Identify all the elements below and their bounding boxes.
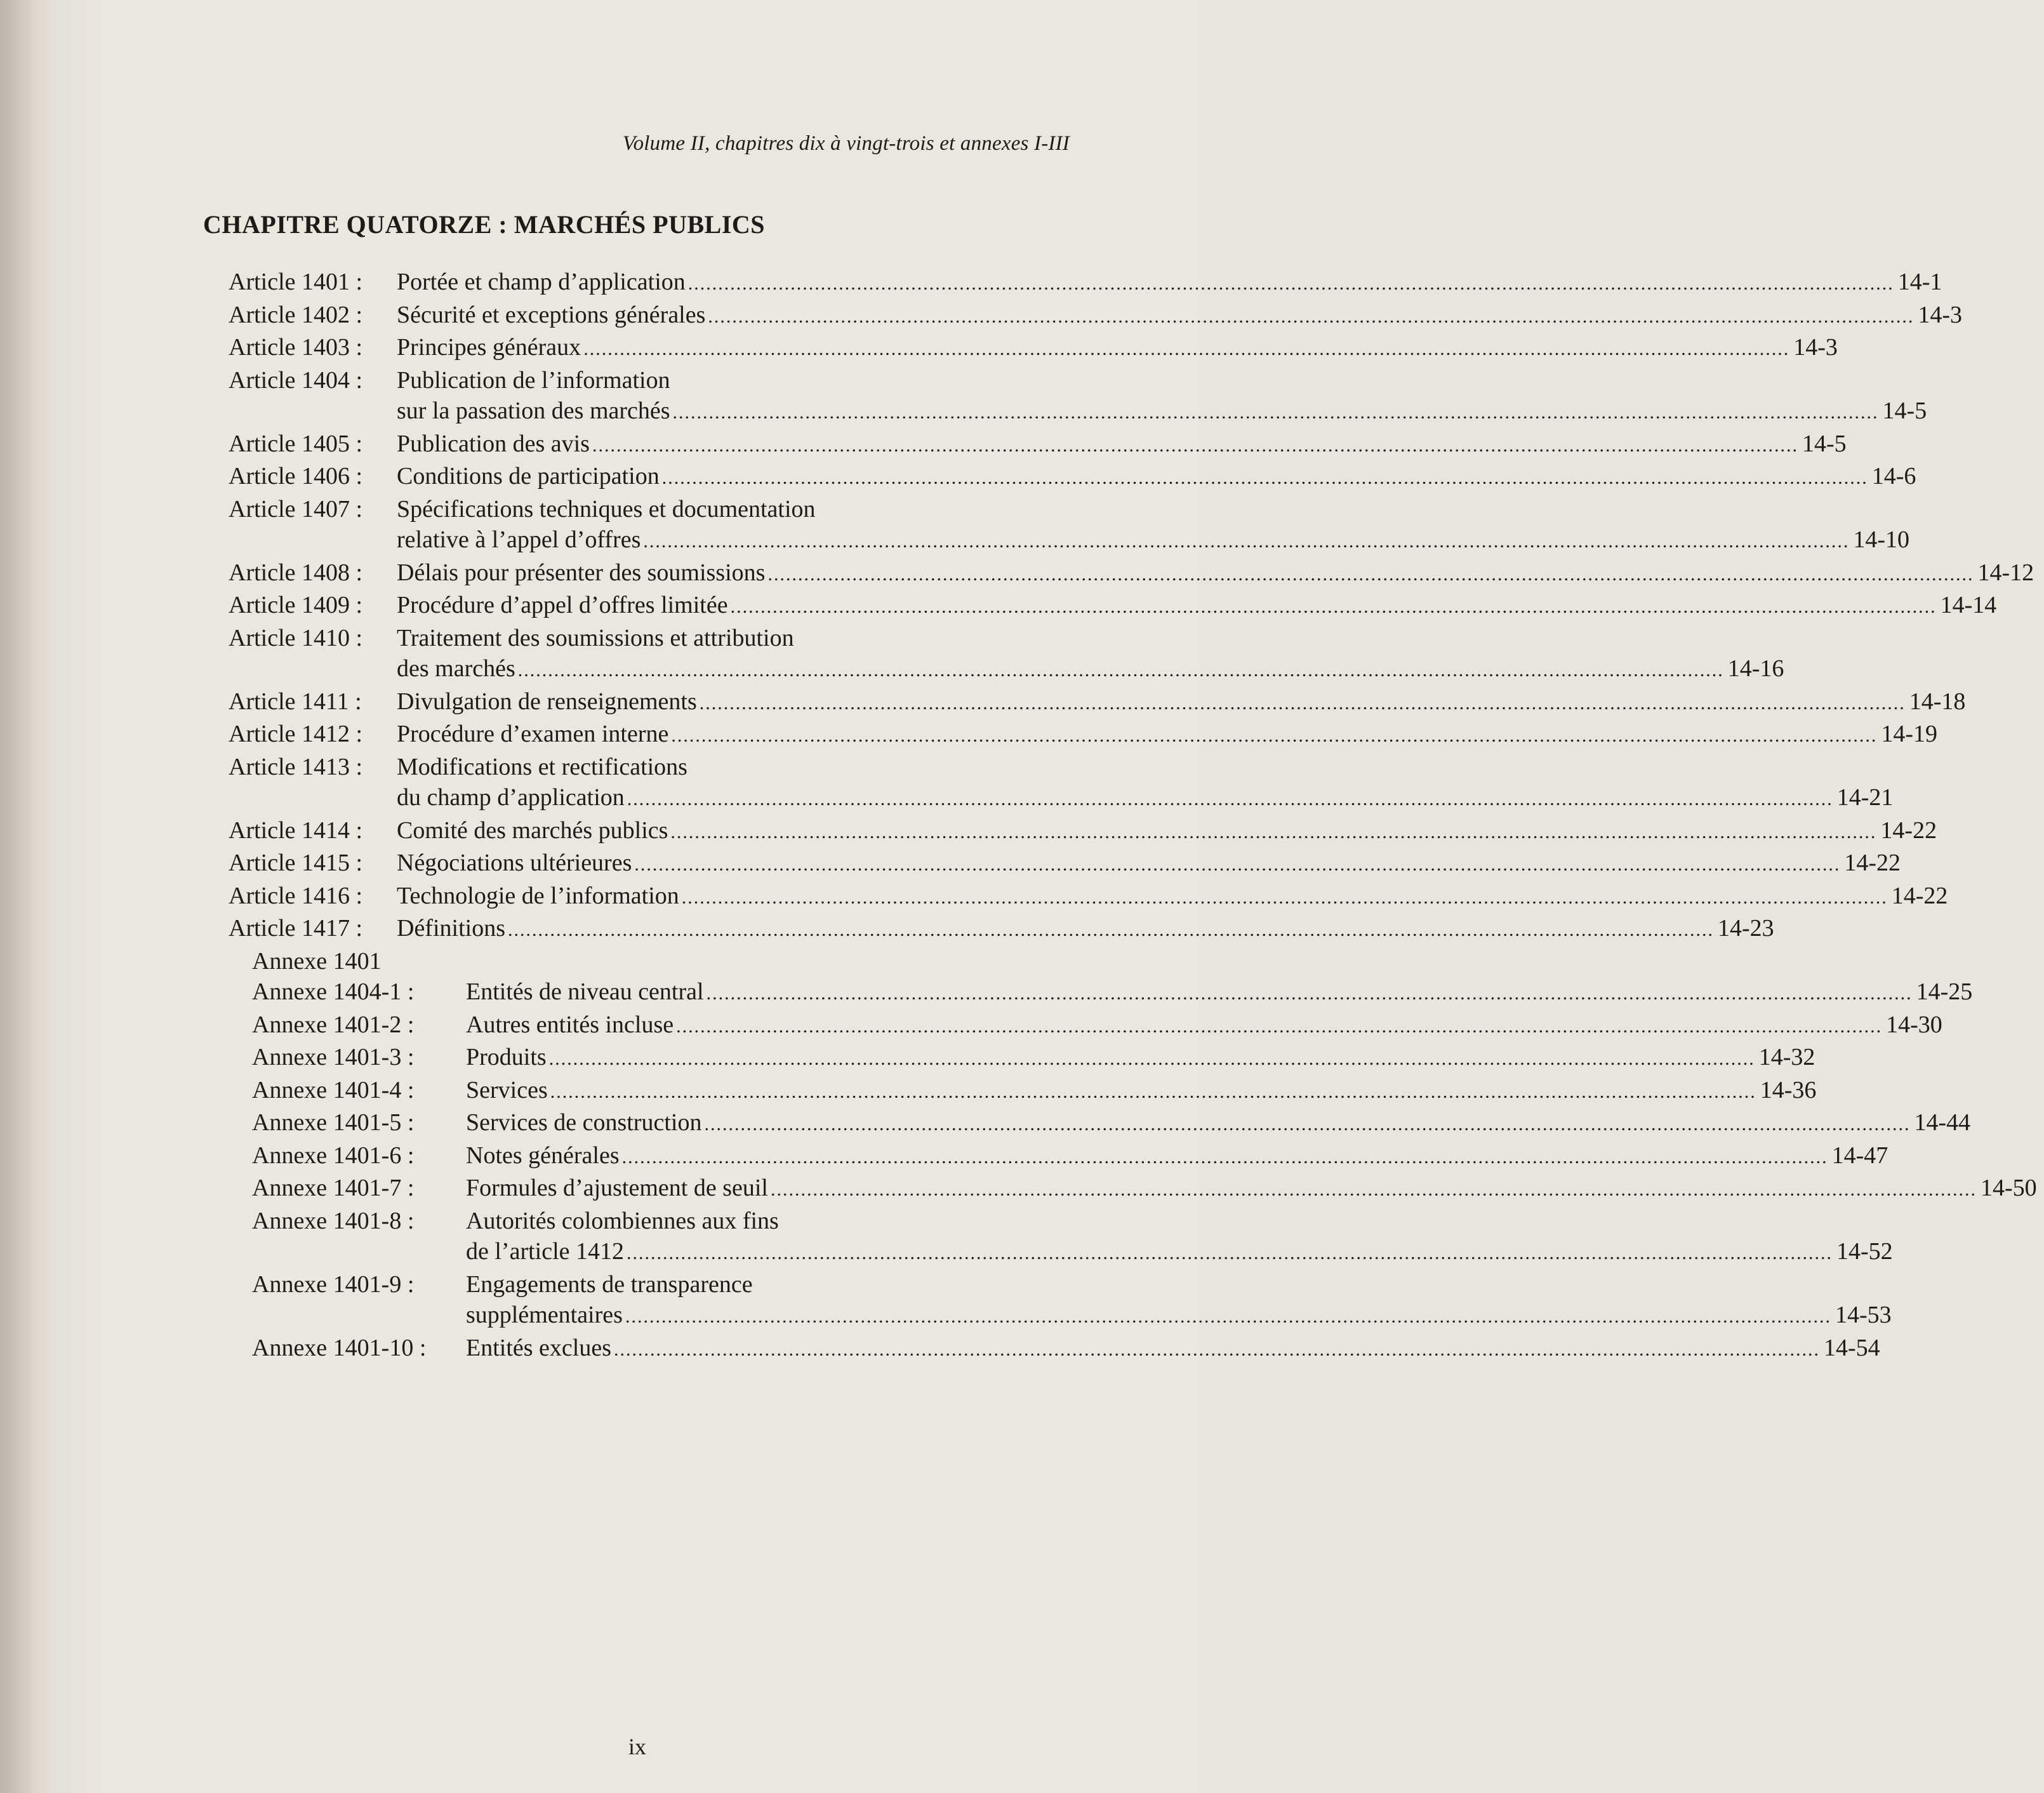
dot-leader: ........................................................................................................................................................................................................ <box>699 692 1906 714</box>
annex-row <box>229 1333 1880 1366</box>
annex-row-title <box>466 1269 1899 1333</box>
title-text: Délais pour présenter des soumissions <box>397 559 766 586</box>
page-ref: 14-12 <box>1977 559 2034 586</box>
article-row-number: Article 1416 : <box>229 882 363 909</box>
page-number: ix <box>628 1734 647 1759</box>
page-ref: 14-10 <box>1853 526 1910 553</box>
title-text: Services de construction <box>466 1109 702 1136</box>
page-ref: 14-3 <box>1918 301 1963 328</box>
title-line <box>466 1269 1899 1300</box>
dot-leader: ........................................................................................................................................................................................................ <box>507 919 1714 940</box>
title-line <box>397 332 1857 365</box>
annex-row-number: Annexe 1404-1 : <box>252 978 415 1005</box>
dot-leader: ........................................................................................................................................................................................................ <box>676 1015 1883 1037</box>
article-row-number: Article 1403 : <box>229 334 363 361</box>
dot-leader: ........................................................................................................................................................................................................ <box>661 467 1868 488</box>
article-row-title <box>397 590 2004 623</box>
article-row-title <box>397 557 2041 590</box>
title-line <box>397 267 1961 300</box>
title-line <box>466 1206 1900 1237</box>
annex-row-title <box>466 976 1980 1010</box>
title-line <box>466 1333 1887 1366</box>
article-row-number: Article 1413 : <box>229 753 363 780</box>
title-text: Définitions <box>397 915 505 942</box>
title-line <box>397 557 2041 590</box>
annex-row-number: Annexe 1401-5 : <box>252 1109 415 1136</box>
dot-leader: ........................................................................................................................................................................................................ <box>730 596 1937 617</box>
article-row <box>229 365 1927 429</box>
article-row <box>229 557 2034 590</box>
title-line <box>466 1300 1899 1333</box>
article-row-title <box>397 881 1955 914</box>
title-text: relative à l’appel d’offres <box>397 526 641 553</box>
title-line <box>397 719 1944 752</box>
dot-leader: ........................................................................................................................................................................................................ <box>548 1048 1755 1069</box>
title-line <box>466 1010 1949 1043</box>
title-text: Engagements de transparence <box>466 1270 753 1298</box>
article-row-title <box>397 365 1946 429</box>
title-line <box>397 815 1944 848</box>
page-ref: 14-53 <box>1835 1302 1892 1328</box>
title-text: Principes généraux <box>397 334 581 361</box>
dot-leader: ........................................................................................................................................................................................................ <box>681 886 1888 908</box>
article-row-title <box>397 267 1961 300</box>
article-row-number: Article 1414 : <box>229 817 363 844</box>
title-line <box>466 1075 1824 1108</box>
chapter-title: CHAPITRE QUATORZE : MARCHÉS PUBLICS <box>203 210 766 239</box>
article-row-title <box>397 686 1973 719</box>
page-ref: 14-44 <box>1914 1109 1971 1136</box>
article-row-title <box>397 848 1908 881</box>
article-row-number: Article 1410 : <box>229 624 363 651</box>
annex-row-title <box>466 1140 1895 1173</box>
title-text: des marchés <box>397 655 515 682</box>
annex-row <box>229 1075 1817 1108</box>
article-row <box>229 752 1894 815</box>
article-row <box>229 267 1942 300</box>
title-line <box>397 365 1946 396</box>
page-ref: 14-52 <box>1836 1238 1893 1265</box>
page-ref: 14-3 <box>1793 334 1838 361</box>
article-row-title <box>397 429 1866 462</box>
dot-leader: ........................................................................................................................................................................................................ <box>583 338 1790 359</box>
title-text: supplémentaires <box>466 1302 623 1328</box>
annex-row <box>229 976 1973 1010</box>
title-text: Procédure d’appel d’offres limitée <box>397 592 728 618</box>
page-ref: 14-16 <box>1727 655 1784 682</box>
title-text: Technologie de l’information <box>397 882 679 909</box>
title-text: Sécurité et exceptions générales <box>397 301 706 328</box>
title-line <box>466 1140 1895 1173</box>
title-line <box>466 1236 1900 1269</box>
page-ref: 14-54 <box>1823 1334 1880 1361</box>
article-row-title <box>397 332 1857 365</box>
title-text: Formules d’ajustement de seuil <box>466 1175 768 1201</box>
title-line <box>397 913 1781 946</box>
annex-row <box>229 1010 1942 1043</box>
title-line <box>397 653 1791 686</box>
article-row-title <box>397 461 1935 494</box>
page-ref: 14-19 <box>1881 721 1938 747</box>
article-row-title <box>397 300 1981 333</box>
annex-row-number: Annexe 1401-10 : <box>252 1334 427 1361</box>
annex-row-number: Annexe 1401-9 : <box>252 1270 415 1298</box>
article-row-number: Article 1417 : <box>229 915 363 942</box>
book-spine-shadow <box>0 0 38 1793</box>
page-ref: 14-22 <box>1844 850 1901 876</box>
article-row-title <box>397 719 1944 752</box>
title-text: Publication des avis <box>397 430 590 457</box>
page-ref: 14-25 <box>1916 978 1973 1005</box>
article-row <box>229 332 1838 365</box>
article-row-number: Article 1408 : <box>229 559 363 586</box>
title-line <box>466 1107 1977 1140</box>
article-row <box>229 461 1916 494</box>
article-row <box>229 590 1997 623</box>
annex-row-number: Annexe 1401-2 : <box>252 1011 415 1038</box>
dot-leader: ........................................................................................................................................................................................................ <box>627 1243 1833 1263</box>
title-text: Autres entités incluse <box>466 1011 674 1038</box>
title-line <box>466 1042 1822 1075</box>
article-row-number: Article 1402 : <box>229 301 363 328</box>
title-line <box>397 461 1935 494</box>
page-ref: 14-23 <box>1717 915 1774 942</box>
article-row-title <box>397 623 1791 686</box>
title-line <box>466 976 1980 1010</box>
article-row-number: Article 1404 : <box>229 366 363 394</box>
title-line <box>397 848 1908 881</box>
title-line <box>397 623 1791 654</box>
article-row <box>229 913 1774 946</box>
title-text: Modifications et rectifications <box>397 753 687 780</box>
annex-row <box>229 1140 1888 1173</box>
title-line <box>397 524 1916 557</box>
page-ref: 14-36 <box>1760 1076 1817 1103</box>
title-text: sur la passation des marchés <box>397 397 670 424</box>
title-text: de l’article 1412 <box>466 1238 625 1265</box>
page-ref: 14-30 <box>1886 1011 1942 1038</box>
title-line <box>397 590 2004 623</box>
dot-leader: ........................................................................................................................................................................................................ <box>627 789 1833 810</box>
dot-leader: ........................................................................................................................................................................................................ <box>671 725 1878 746</box>
article-row <box>229 686 1966 719</box>
article-row <box>229 848 1901 881</box>
title-line <box>397 429 1866 462</box>
annex-row-number: Annexe 1401-3 : <box>252 1044 415 1070</box>
dot-leader: ........................................................................................................................................................................................................ <box>517 660 1724 681</box>
title-line <box>397 300 1981 333</box>
title-text: Autorités colombiennes aux fins <box>466 1207 779 1234</box>
page-ref: 14-32 <box>1758 1044 1815 1070</box>
annex-row-title <box>466 1333 1887 1366</box>
dot-leader: ........................................................................................................................................................................................................ <box>621 1146 1828 1168</box>
page-ref: 14-22 <box>1880 817 1937 844</box>
title-text: Entités exclues <box>466 1334 611 1361</box>
title-text: Comité des marchés publics <box>397 817 668 844</box>
article-row-title <box>397 752 1901 815</box>
title-line <box>397 752 1901 783</box>
title-text: Spécifications techniques et documentation <box>397 495 816 523</box>
article-row-number: Article 1406 : <box>229 463 363 490</box>
page-ref: 14-50 <box>1980 1175 2037 1201</box>
title-text: Divulgation de renseignements <box>397 688 697 715</box>
dot-leader: ........................................................................................................................................................................................................ <box>625 1306 1831 1327</box>
articles-list <box>229 267 2034 946</box>
annex-row-title <box>466 1107 1977 1140</box>
dot-leader: ........................................................................................................................................................................................................ <box>770 1179 1977 1200</box>
annex-row-title <box>466 1075 1824 1108</box>
dot-leader: ........................................................................................................................................................................................................ <box>767 563 1974 585</box>
annex-heading-row <box>229 946 949 977</box>
article-row <box>229 623 1784 686</box>
title-text: Produits <box>466 1044 547 1070</box>
title-text: Services <box>466 1076 548 1103</box>
title-text: Négociations ultérieures <box>397 850 632 876</box>
page-ref: 14-21 <box>1836 784 1894 811</box>
title-line <box>397 782 1901 815</box>
table-of-contents <box>229 267 2037 1365</box>
annex-row-number: Annexe 1401-6 : <box>252 1142 415 1169</box>
dot-leader: ........................................................................................................................................................................................................ <box>643 531 1850 552</box>
title-line <box>397 686 1973 719</box>
annex-heading: Annexe 1401 <box>252 947 382 975</box>
page-ref: 14-18 <box>1909 688 1966 715</box>
dot-leader: ........................................................................................................................................................................................................ <box>634 854 1841 875</box>
article-row-number: Article 1411 : <box>229 688 362 715</box>
title-text: Traitement des soumissions et attribution <box>397 624 794 651</box>
running-head: Volume II, chapitres dix à vingt-trois et annexes I-III <box>622 132 1070 155</box>
annex-row <box>229 1173 2037 1206</box>
page-ref: 14-47 <box>1831 1142 1888 1169</box>
annex-row <box>229 1107 1971 1140</box>
dot-leader: ........................................................................................................................................................................................................ <box>708 305 1915 327</box>
article-row <box>229 881 1948 914</box>
article-row-number: Article 1407 : <box>229 495 363 523</box>
title-text: Notes générales <box>466 1142 620 1169</box>
article-row <box>229 429 1847 462</box>
title-line <box>397 396 1946 429</box>
article-row-number: Article 1409 : <box>229 592 363 618</box>
title-line <box>466 1173 2044 1206</box>
dot-leader: ........................................................................................................................................................................................................ <box>672 402 1879 423</box>
dot-leader: ........................................................................................................................................................................................................ <box>613 1338 1820 1360</box>
article-row-number: Article 1401 : <box>229 269 363 295</box>
annex-row-title <box>466 1042 1822 1075</box>
title-line <box>397 494 1916 525</box>
annex-row <box>229 1042 1815 1075</box>
article-row-title <box>397 815 1944 848</box>
dot-leader: ........................................................................................................................................................................................................ <box>670 821 1877 843</box>
page-ref: 14-22 <box>1891 882 1948 909</box>
article-row-number: Article 1405 : <box>229 430 363 457</box>
page-ref: 14-5 <box>1882 397 1927 424</box>
article-row-title <box>397 913 1781 946</box>
page-ref: 14-6 <box>1871 463 1916 490</box>
title-text: Entités de niveau central <box>466 978 704 1005</box>
article-row <box>229 815 1937 848</box>
annex-row <box>229 1206 1893 1269</box>
article-row-title <box>397 494 1916 557</box>
article-row <box>229 300 1963 333</box>
annex-row-title <box>466 1173 2044 1206</box>
annex-row <box>229 1269 1892 1333</box>
title-text: Publication de l’information <box>397 366 670 394</box>
article-row <box>229 494 1910 557</box>
article-row <box>229 719 1938 752</box>
dot-leader: ........................................................................................................................................................................................................ <box>592 434 1798 456</box>
annex-row-number: Annexe 1401-4 : <box>252 1076 415 1103</box>
page-ref: 14-14 <box>1940 592 1997 618</box>
title-text: du champ d’application <box>397 784 625 811</box>
annex-row-title <box>466 1010 1949 1043</box>
title-text: Procédure d’examen interne <box>397 721 669 747</box>
title-text: Conditions de participation <box>397 463 660 490</box>
title-text: Portée et champ d’application <box>397 269 686 295</box>
page-ref: 14-5 <box>1802 430 1847 457</box>
dot-leader: ........................................................................................................................................................................................................ <box>687 273 1894 294</box>
annex-row-number: Annexe 1401-7 : <box>252 1175 415 1201</box>
annex-row-number: Annexe 1401-8 : <box>252 1207 415 1234</box>
dot-leader: ........................................................................................................................................................................................................ <box>550 1081 1756 1102</box>
annex-row-title <box>466 1206 1900 1269</box>
page-ref: 14-1 <box>1897 269 1942 295</box>
dot-leader: ........................................................................................................................................................................................................ <box>706 983 1913 1004</box>
annexes-list <box>229 976 2037 1365</box>
article-row-number: Article 1412 : <box>229 721 363 747</box>
article-row-number: Article 1415 : <box>229 850 363 876</box>
title-line <box>397 881 1955 914</box>
dot-leader: ........................................................................................................................................................................................................ <box>704 1114 1911 1135</box>
